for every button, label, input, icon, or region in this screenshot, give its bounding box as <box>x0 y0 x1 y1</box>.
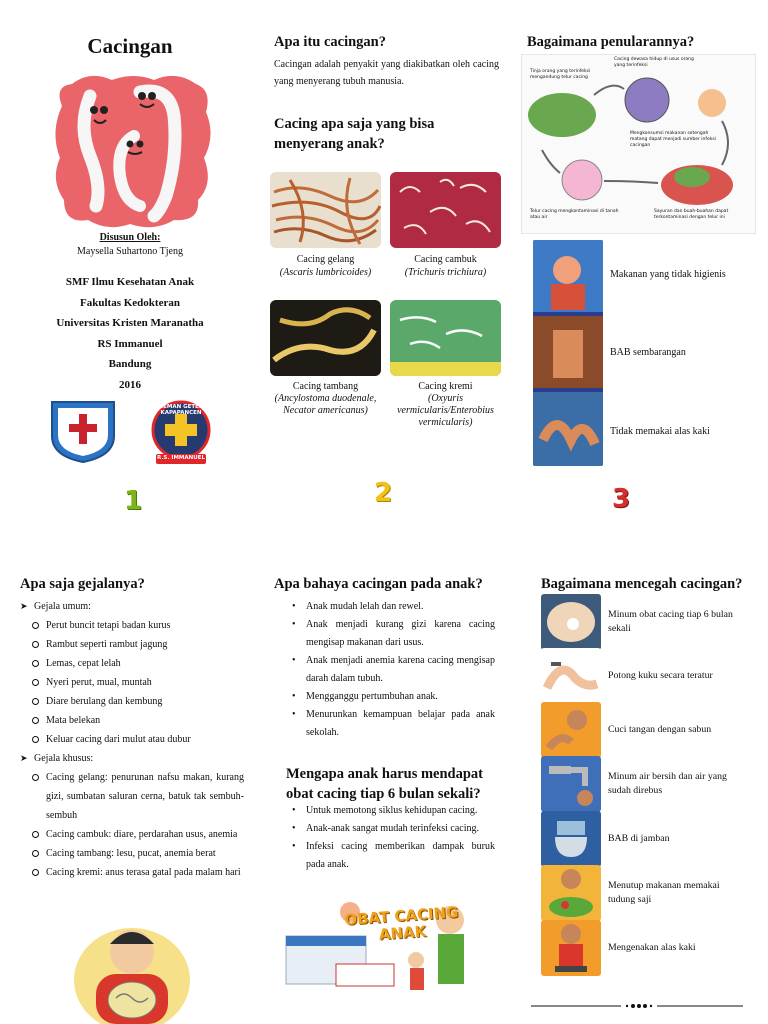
prevention-row <box>541 756 741 812</box>
causes-image-strip <box>533 240 603 466</box>
diagram-label: Tinja orang yang terinfeksi mengandung telur cacing <box>530 69 591 80</box>
transmission-heading: Bagaimana penularannya? <box>527 34 695 50</box>
worm-name: Cacing kremi <box>418 381 473 392</box>
list-item: • Infeksi cacing memberikan dampak buruk pada anak. <box>290 838 495 874</box>
decorative-divider <box>531 997 743 1005</box>
institution-line: Bandung <box>108 358 152 371</box>
prevention-row <box>541 648 741 704</box>
institution-block <box>20 272 240 396</box>
hookworm-photo <box>270 300 381 376</box>
pinworm-photo <box>390 300 501 376</box>
nail-clipping-icon <box>541 648 601 704</box>
prevention-row <box>541 702 741 758</box>
diagram-label: Telur cacing mengkontaminasi di tanah atau air <box>530 209 619 220</box>
worm-latin: (Ascaris lumbricoides) <box>279 267 372 278</box>
list-item: • Anak-anak sangat mudah terinfeksi cacing. <box>290 820 495 838</box>
list-item: Cacing tambang: lesu, pucat, anemia berat <box>20 844 244 863</box>
worm-caption <box>270 381 381 417</box>
prevention-label: Menutup makanan memakai tudung saji <box>608 880 720 905</box>
worm-cartoon-image <box>50 66 214 230</box>
list-item: • Anak mudah lelah dan rewel. <box>290 598 495 616</box>
trichuris-photo <box>390 172 501 248</box>
cause-label: Tidak memakai alas kaki <box>610 426 710 437</box>
cause-label: Makanan yang tidak higienis <box>610 269 726 280</box>
worm-name: Cacing tambang <box>292 381 359 392</box>
worm-latin: (Oxyuris vermicularis/Enterobius vermicularis) <box>397 393 494 428</box>
page-number-1: 1 <box>123 486 143 516</box>
list-item: Nyeri perut, mual, muntah <box>20 673 244 692</box>
obat-cacing-banner: OBAT CACING ANAK <box>343 903 459 944</box>
medicine-spoon-icon <box>541 594 601 650</box>
university-logo <box>48 398 118 464</box>
prevention-label: BAB di jamban <box>608 833 670 844</box>
symptoms-general-label: ➤ Gejala umum: <box>20 597 244 616</box>
transmission-cycle-diagram <box>521 54 756 234</box>
worm-caption <box>270 253 381 279</box>
list-item: • Mengganggu pertumbuhan anak. <box>290 688 495 706</box>
worm-caption <box>390 253 501 279</box>
prevention-row <box>541 594 741 650</box>
hand-washing-icon <box>541 702 601 758</box>
list-item: Diare berulang dan kembung <box>20 692 244 711</box>
list-item: Mata belekan <box>20 711 244 730</box>
hospital-logo-text: HEMAN GETEN KAPAPANCEN <box>158 404 204 416</box>
worms-heading: Cacing apa saja yang bisa menyerang anak? <box>274 116 435 152</box>
institution-line: Fakultas Kedokteran <box>80 296 180 309</box>
hospital-logo-subtext: R.S. IMMANUEL <box>157 455 205 461</box>
list-item: Rambut seperti rambut jagung <box>20 635 244 654</box>
worm-caption <box>390 381 501 429</box>
cause-label: BAB sembarangan <box>610 347 686 358</box>
prevention-label: Mengenakan alas kaki <box>608 942 696 953</box>
list-item: • Anak menjadi anemia karena cacing mengisap darah dalam tubuh. <box>290 652 495 688</box>
list-item: Perut buncit tetapi badan kurus <box>20 616 244 635</box>
prevention-label: Cuci tangan dengan sabun <box>608 724 712 735</box>
footwear-icon <box>541 920 601 976</box>
toilet-icon <box>541 811 601 867</box>
what-text: Cacingan adalah penyakit yang diakibatkan oleh cacing yang menyerang tubuh manusia. <box>274 59 499 87</box>
prevention-label: Minum air bersih dan air yang sudah direbus <box>608 771 727 796</box>
list-item: Cacing gelang: penurunan nafsu makan, kurang gizi, sumbatan saluran cerna, batuk tak sembuh-sembuh <box>20 768 244 825</box>
list-item: • Untuk memotong siklus kehidupan cacing. <box>290 802 495 820</box>
diagram-label: Sayuran dan buah-buahan dapat terkontaminasi dengan telur ini <box>654 209 729 220</box>
why-heading: Mengapa anak harus mendapat obat cacing tiap 6 bulan sekali? <box>286 766 483 802</box>
list-item: Keluar cacing dari mulut atau dubur <box>20 730 244 749</box>
institution-line: 2016 <box>119 378 141 391</box>
list-item: Cacing kremi: anus terasa gatal pada malam hari <box>20 863 244 882</box>
food-cover-icon <box>541 865 601 921</box>
list-item: • Anak menjadi kurang gizi karena cacing mengisap makanan dari usus. <box>290 616 495 652</box>
author-name: Maysella Suhartono Tjeng <box>77 246 183 257</box>
page-number-2: 2 <box>373 478 393 508</box>
what-heading: Apa itu cacingan? <box>274 34 386 50</box>
prevention-row <box>541 811 741 867</box>
worm-name: Cacing gelang <box>296 254 355 265</box>
why-list <box>290 802 495 874</box>
institution-line: RS Immanuel <box>97 337 163 350</box>
institution-line: Universitas Kristen Maranatha <box>56 317 204 330</box>
page-title: Cacingan <box>87 34 173 58</box>
symptoms-specific-label: ➤ Gejala khusus: <box>20 749 244 768</box>
worm-latin: (Trichuris trichiura) <box>404 267 487 278</box>
worm-latin: (Ancylostoma duodenale, Necator americanus) <box>274 393 377 416</box>
author-label: Disusun Oleh: <box>99 232 161 243</box>
ascaris-photo <box>270 172 381 248</box>
symptoms-heading: Apa saja gejalanya? <box>20 576 145 592</box>
diagram-label: Cacing dewasa hidup di usus orang yang terinfeksi <box>614 57 694 68</box>
worm-name: Cacing cambuk <box>414 254 477 265</box>
danger-heading: Apa bahaya cacingan pada anak? <box>274 576 483 592</box>
institution-line: SMF Ilmu Kesehatan Anak <box>65 276 195 288</box>
prevention-label: Minum obat cacing tiap 6 bulan sekali <box>608 609 733 634</box>
prevent-heading: Bagaimana mencegah cacingan? <box>541 576 743 592</box>
prevention-row <box>541 865 741 921</box>
prevention-label: Potong kuku secara teratur <box>608 670 713 681</box>
prevention-row <box>541 920 741 976</box>
diagram-label: Mengkonsumsi makanan setengah matang dapat menjadi sumber infeksi cacingan <box>630 131 716 148</box>
list-item: Lemas, cepat lelah <box>20 654 244 673</box>
drinking-water-icon <box>541 756 601 812</box>
sick-child-illustration <box>74 918 190 1024</box>
list-item: Cacing cambuk: diare, perdarahan usus, anemia <box>20 825 244 844</box>
list-item: • Menurunkan kemampuan belajar pada anak sekolah. <box>290 706 495 742</box>
page-number-3: 3 <box>611 484 631 514</box>
danger-list <box>290 598 495 742</box>
symptoms-list <box>20 597 244 882</box>
